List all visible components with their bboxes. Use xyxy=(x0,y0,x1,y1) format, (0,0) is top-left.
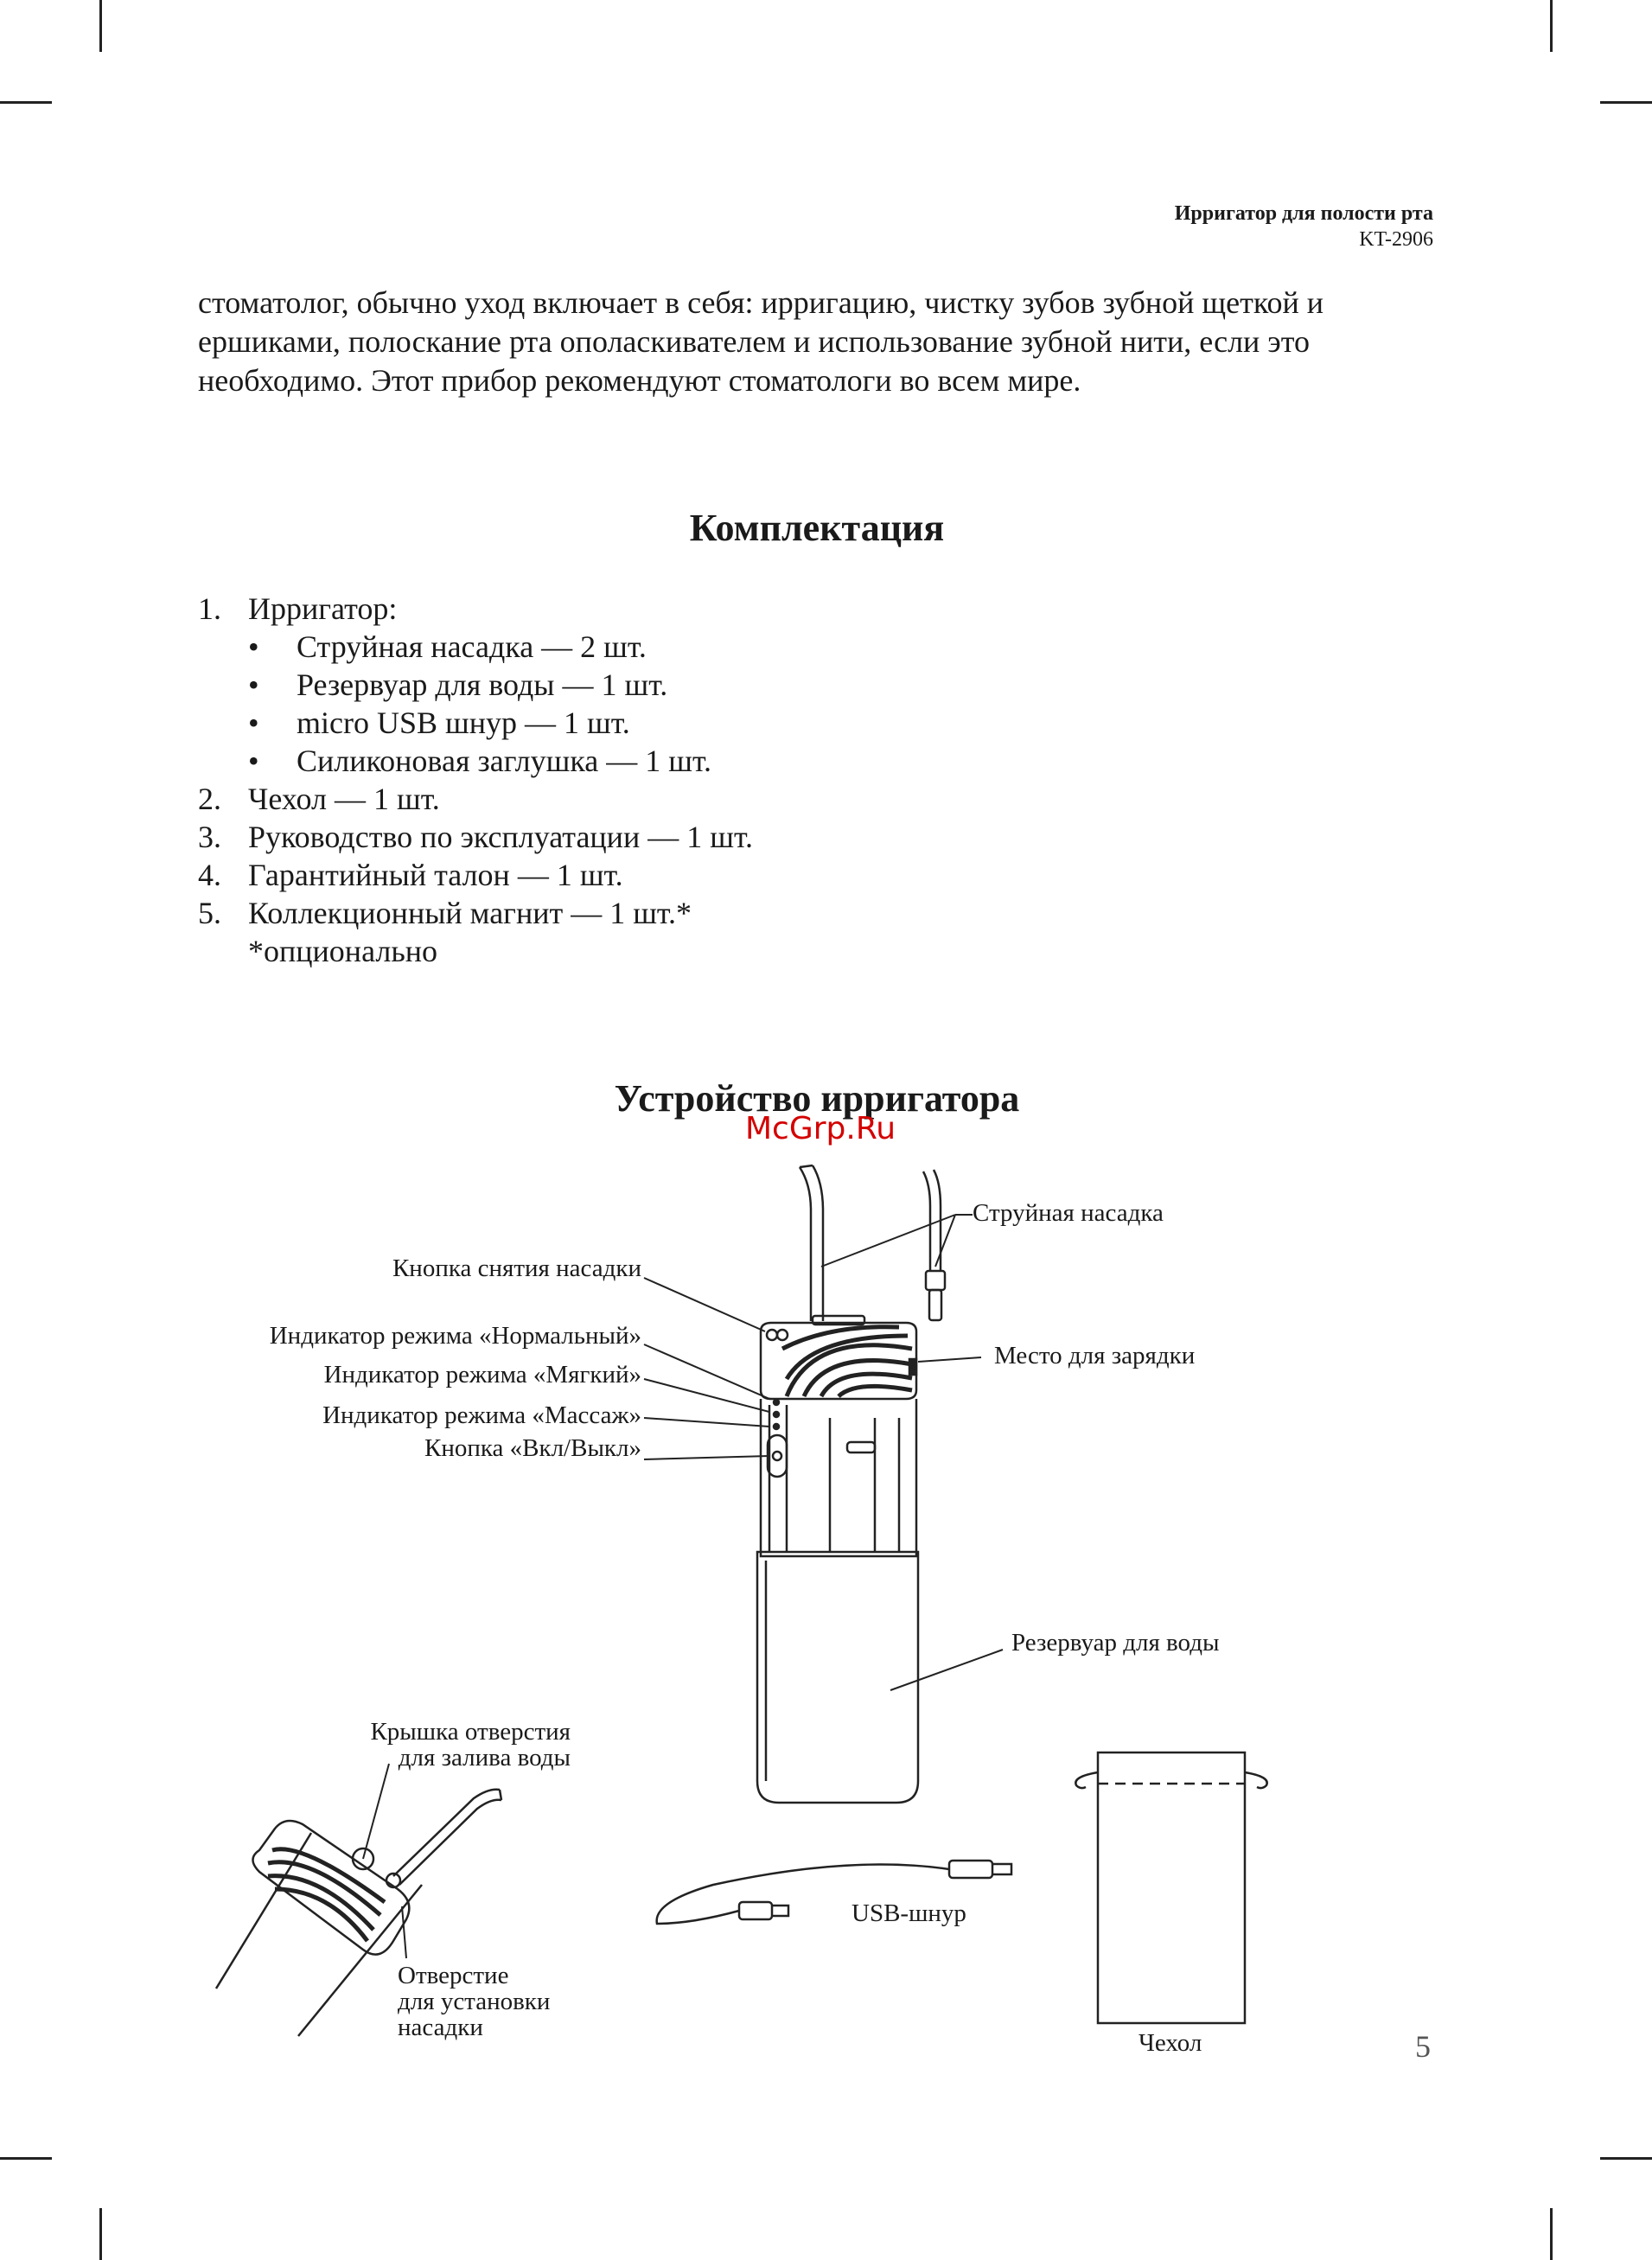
label-line: для установки xyxy=(398,1988,551,2015)
intro-line: стоматолог, обычно уход включает в себя: ирригацию, чистку зубов зубной щеткой и xyxy=(198,285,1324,320)
device-reservoir xyxy=(757,1552,918,1803)
bullet: • xyxy=(248,744,259,778)
list-text: Струйная насадка — 2 шт. xyxy=(297,629,647,664)
label-nozzle-hole xyxy=(398,1963,550,2040)
device-head xyxy=(761,1316,916,1399)
label-line: для залива воды xyxy=(398,1744,571,1772)
list-number: 2. xyxy=(198,782,221,816)
list-text: Гарантийный талон — 1 шт. xyxy=(248,858,623,892)
bullet: • xyxy=(248,667,259,702)
kit-heading: Комплектация xyxy=(689,507,945,549)
list-number: 4. xyxy=(198,858,221,892)
watermark: McGrp.Ru xyxy=(745,1111,896,1146)
list-number: 1. xyxy=(198,591,221,626)
list-text: Чехол — 1 шт. xyxy=(248,782,440,816)
header-title: Ирригатор для полости рта xyxy=(1174,202,1433,225)
list-text: Руководство по эксплуатации — 1 шт. xyxy=(248,820,753,854)
label-pouch: Чехол xyxy=(1139,2029,1202,2057)
list-number: 3. xyxy=(198,820,221,854)
device-heading: Устройство ирригатора xyxy=(614,1077,1020,1120)
label-power-button: Кнопка «Вкл/Выкл» xyxy=(424,1434,641,1462)
label-nozzle: Струйная насадка xyxy=(973,1199,1164,1227)
label-mode-massage: Индикатор режима «Массаж» xyxy=(322,1401,641,1429)
nozzle-spare xyxy=(923,1170,945,1320)
intro-line: необходимо. Этот прибор рекомендуют стоматологи во всем мире. xyxy=(198,363,1081,398)
label-line: Отверстие xyxy=(398,1962,509,1989)
label-charging-port: Место для зарядки xyxy=(994,1342,1196,1369)
bullet: • xyxy=(248,629,259,664)
label-fill-cap xyxy=(370,1719,571,1771)
header-model: KT-2906 xyxy=(1359,228,1433,251)
note-text: *опционально xyxy=(248,934,438,968)
bullet: • xyxy=(248,705,259,740)
label-reservoir: Резервуар для воды xyxy=(1011,1629,1220,1657)
label-usb-cable: USB-шнур xyxy=(852,1899,966,1927)
label-line: Крышка отверстия xyxy=(370,1718,571,1746)
list-text: Резервуар для воды — 1 шт. xyxy=(297,667,668,702)
list-number: 5. xyxy=(198,896,221,930)
list-text: Коллекционный магнит — 1 шт.* xyxy=(248,896,692,930)
list-text: Силиконовая заглушка — 1 шт. xyxy=(297,744,711,778)
intro-line: ершиками, полоскание рта ополаскивателем и использование зубной нити, если это xyxy=(198,324,1311,359)
list-text: micro USB шнур — 1 шт. xyxy=(297,705,630,740)
label-mode-normal: Индикатор режима «Нормальный» xyxy=(269,1322,641,1350)
label-release-button: Кнопка снятия насадки xyxy=(392,1254,641,1282)
page-number: 5 xyxy=(1415,2029,1431,2064)
device-body xyxy=(761,1399,916,1556)
label-line: насадки xyxy=(398,2014,483,2041)
list-text: Ирригатор: xyxy=(248,591,398,626)
nozzle-main xyxy=(800,1165,823,1321)
label-mode-soft: Индикатор режима «Мягкий» xyxy=(323,1361,641,1389)
pouch-drawing xyxy=(1075,1752,1266,2023)
